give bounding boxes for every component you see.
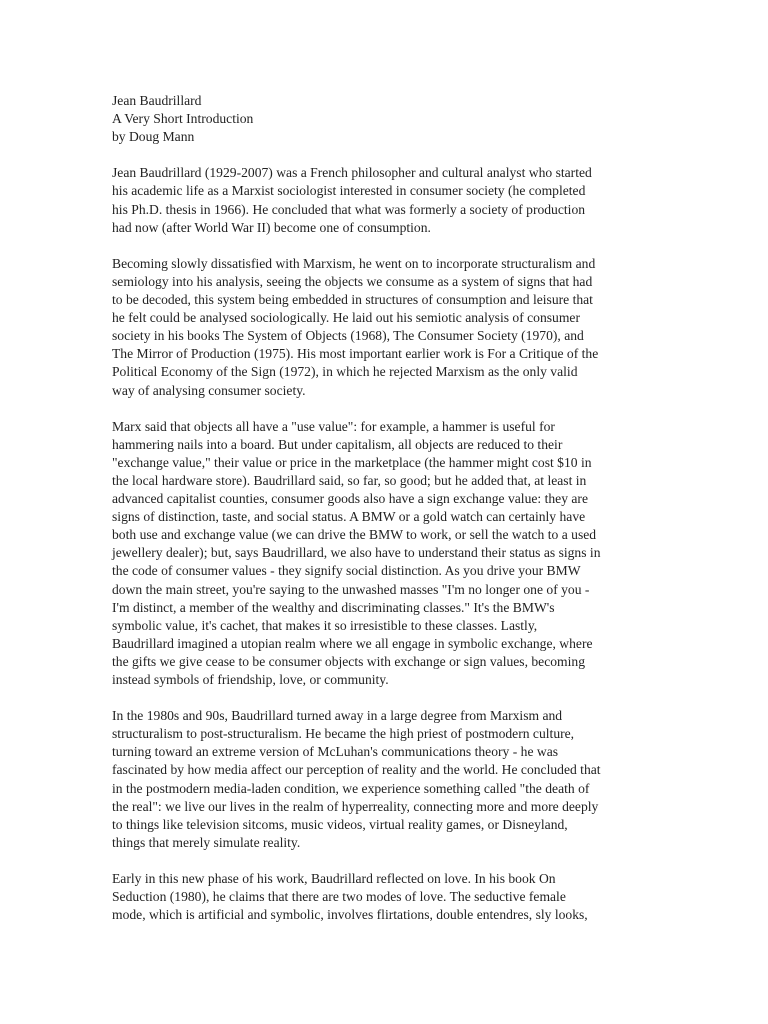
text-line: Jean Baudrillard (1929-2007) was a French philosopher and cultural analyst who started bbox=[112, 165, 592, 181]
text-line: down the main street, you're saying to the unwashed masses "I'm no longer one of you - bbox=[112, 581, 590, 597]
text-line: semiology into his analysis, seeing the objects we consume as a system of signs that had bbox=[112, 273, 593, 289]
text-line: "exchange value," their value or price in the marketplace (the hammer might cost $10 in bbox=[112, 454, 592, 470]
document-author: by Doug Mann bbox=[112, 129, 195, 145]
paragraph bbox=[112, 255, 672, 400]
text-line: had now (after World War II) become one of consumption. bbox=[112, 219, 431, 235]
text-line: I'm distinct, a member of the wealthy and discriminating classes." It's the BMW's bbox=[112, 599, 555, 615]
text-line: the local hardware store). Baudrillard said, so far, so good; but he added that, at least in bbox=[112, 472, 587, 488]
paragraph bbox=[112, 418, 672, 689]
paragraph bbox=[112, 870, 672, 924]
text-line: fascinated by how media affect our perception of reality and the world. He concluded that bbox=[112, 762, 601, 778]
text-line: structuralism to post-structuralism. He became the high priest of postmodern culture, bbox=[112, 726, 575, 742]
text-line: things that merely simulate reality. bbox=[112, 834, 301, 850]
text-line: the gifts we give cease to be consumer objects with exchange or sign values, becoming bbox=[112, 653, 585, 669]
body-text bbox=[112, 164, 672, 924]
text-line: Baudrillard imagined a utopian realm where we all engage in symbolic exchange, where bbox=[112, 635, 593, 651]
text-line: turning toward an extreme version of McLuhan's communications theory - he was bbox=[112, 744, 559, 760]
paragraph bbox=[112, 707, 672, 852]
text-line: to things like television sitcoms, music videos, virtual reality games, or Disneyland, bbox=[112, 816, 568, 832]
text-line: symbolic value, it's cachet, that makes it so irresistible to these classes. Lastly, bbox=[112, 617, 538, 633]
document-page bbox=[112, 92, 672, 942]
document-title: Jean Baudrillard bbox=[112, 93, 202, 108]
text-line: his academic life as a Marxist sociologist interested in consumer society (he completed bbox=[112, 183, 586, 199]
text-line: the code of consumer values - they signify social distinction. As you drive your BMW bbox=[112, 563, 581, 579]
text-line: society in his books The System of Objects (1968), The Consumer Society (1970), and bbox=[112, 328, 584, 344]
document-subtitle: A Very Short Introduction bbox=[112, 111, 254, 127]
text-line: hammering nails into a board. But under capitalism, all objects are reduced to their bbox=[112, 436, 563, 452]
text-line: advanced capitalist counties, consumer goods also have a sign exchange value: they are bbox=[112, 491, 588, 507]
text-line: In the 1980s and 90s, Baudrillard turned away in a large degree from Marxism and bbox=[112, 708, 563, 724]
text-line: Early in this new phase of his work, Baudrillard reflected on love. In his book On bbox=[112, 871, 556, 887]
text-line: instead symbols of friendship, love, or community. bbox=[112, 672, 389, 687]
text-line: Marx said that objects all have a "use value": for example, a hammer is useful for bbox=[112, 418, 555, 434]
text-line: Political Economy of the Sign (1972), in which he rejected Marxism as the only valid bbox=[112, 364, 578, 380]
text-line: way of analysing consumer society. bbox=[112, 382, 306, 398]
text-line: Seduction (1980), he claims that there are two modes of love. The seductive female bbox=[112, 889, 566, 905]
text-line: to be decoded, this system being embedded in structures of consumption and leisure that bbox=[112, 292, 593, 308]
title-block bbox=[112, 92, 672, 146]
text-line: jewellery dealer); but, says Baudrillard, we also have to understand their status as signs in bbox=[112, 545, 601, 561]
text-line: both use and exchange value (we can drive the BMW to work, or sell the watch to a used bbox=[112, 527, 597, 543]
text-line: mode, which is artificial and symbolic, involves flirtations, double entendres, sly looks, bbox=[112, 907, 588, 923]
text-line: signs of distinction, taste, and social status. A BMW or a gold watch can certainly have bbox=[112, 509, 586, 525]
text-line: his Ph.D. thesis in 1966). He concluded that what was formerly a society of production bbox=[112, 201, 586, 217]
text-line: he felt could be analysed sociologically. He laid out his semiotic analysis of consumer bbox=[112, 310, 580, 326]
text-line: in the postmodern media-laden condition, we experience something called "the death of bbox=[112, 780, 590, 796]
paragraph bbox=[112, 164, 672, 236]
text-line: The Mirror of Production (1975). His most important earlier work is For a Critique of the bbox=[112, 346, 599, 362]
text-line: the real": we live our lives in the realm of hyperreality, connecting more and more deeply bbox=[112, 798, 599, 814]
text-line: Becoming slowly dissatisfied with Marxism, he went on to incorporate structuralism and bbox=[112, 255, 596, 271]
